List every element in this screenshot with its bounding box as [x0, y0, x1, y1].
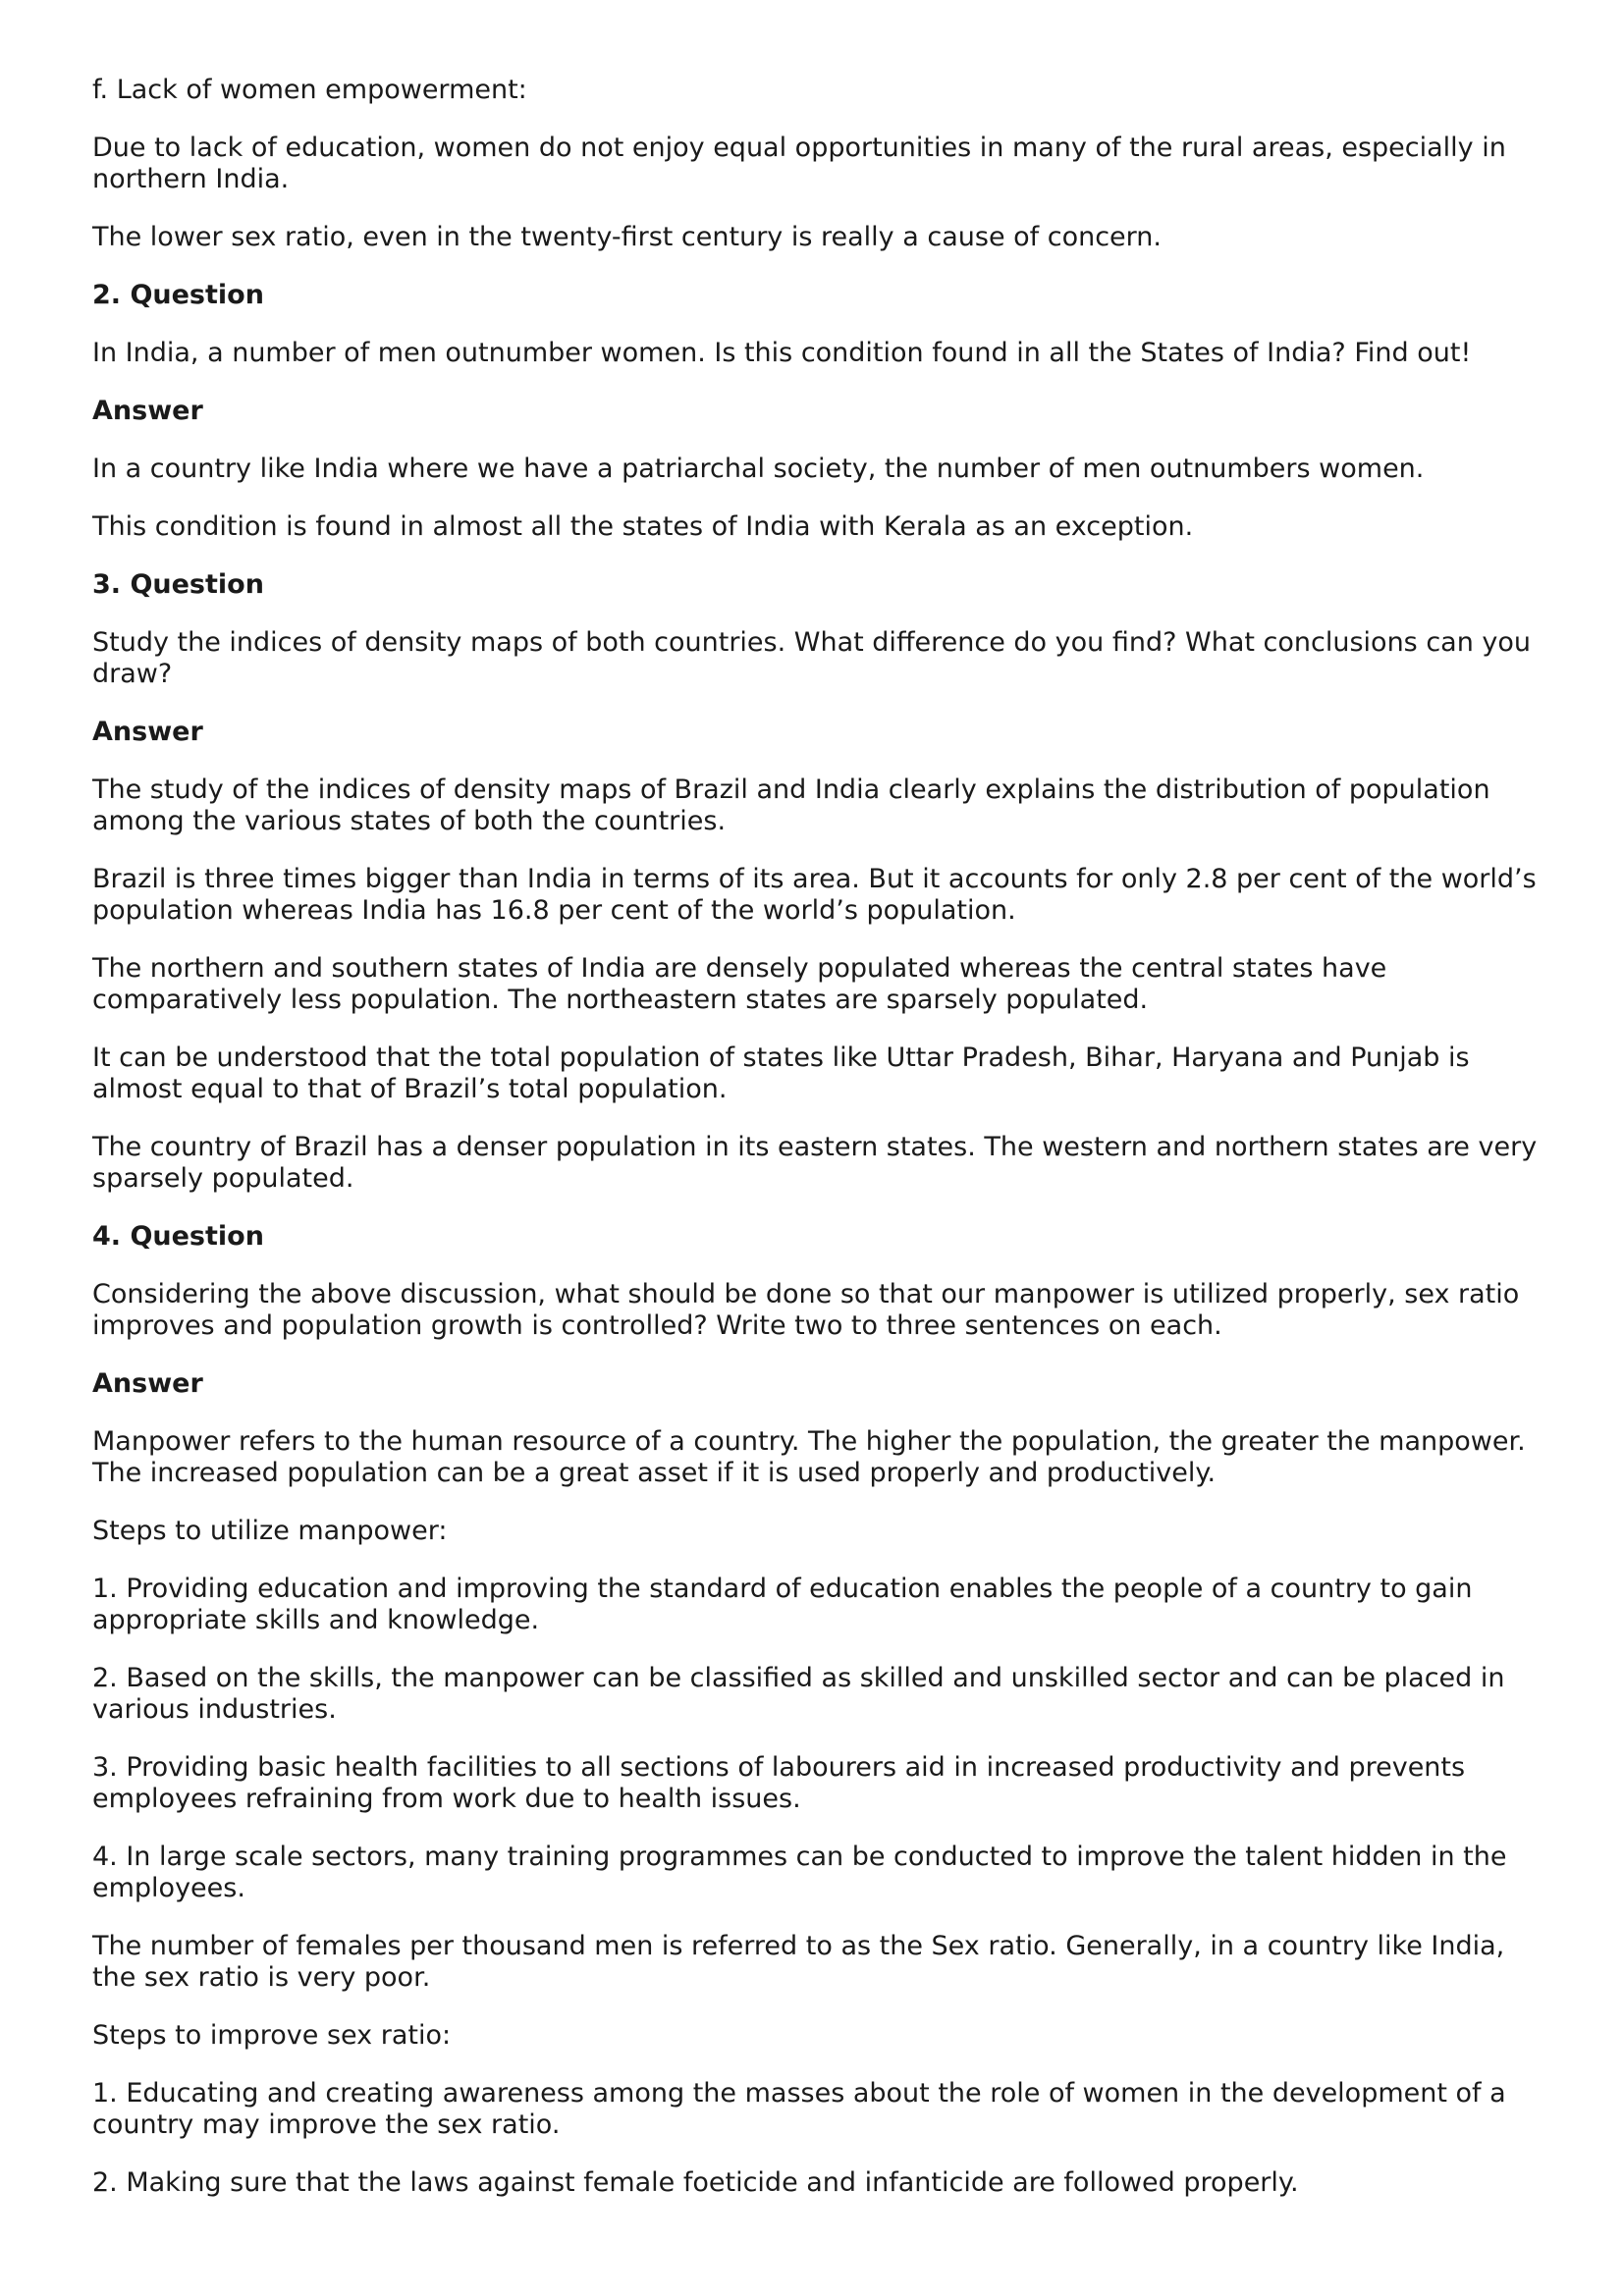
answer-3-paragraph: The study of the indices of density maps of Brazil and India clearly explains the distribution of population among the various states of both the countries.	[92, 774, 1490, 836]
manpower-step: 3. Providing basic health facilities to all sections of labourers aid in increased productivity and prevents employees refraining from work due to health issues.	[92, 1752, 1466, 1814]
manpower-steps-label: Steps to utilize manpower:	[92, 1516, 448, 1546]
manpower-step: 4. In large scale sectors, many training programmes can be conducted to improve the talent hidden in the employees.	[92, 1842, 1507, 1903]
answer-2-heading: Answer	[92, 396, 203, 426]
question-2-text: In India, a number of men outnumber women. Is this condition found in all the States of India? Find out!	[92, 338, 1472, 368]
question-4-heading: 4. Question	[92, 1221, 264, 1252]
answer-3-heading: Answer	[92, 717, 203, 747]
answer-4-paragraph: The number of females per thousand men is referred to as the Sex ratio. Generally, in a country like India, the sex ratio is very poor.	[92, 1931, 1505, 1993]
answer-3-paragraph: Brazil is three times bigger than India in terms of its area. But it accounts for only 2.8 per cent of the world’s population whereas India has 16.8 per cent of the world’s population.	[92, 864, 1537, 926]
question-2-heading: 2. Question	[92, 280, 264, 310]
answer-3-paragraph: It can be understood that the total population of states like Uttar Pradesh, Bihar, Haryana and Punjab is almost equal to that of Brazil’s total population.	[92, 1042, 1470, 1104]
answer-2-paragraph: This condition is found in almost all the states of India with Kerala as an exception.	[92, 511, 1194, 542]
answer-3-paragraph: The northern and southern states of India are densely populated whereas the central states have comparatively less population. The northeastern states are sparsely populated.	[92, 953, 1387, 1015]
question-4-text: Considering the above discussion, what should be done so that our manpower is utilized properly, sex ratio improves and population growth is controlled? Write two to three sentences on each.	[92, 1279, 1520, 1341]
answer-4-heading: Answer	[92, 1368, 203, 1399]
sex-ratio-steps-label: Steps to improve sex ratio:	[92, 2020, 452, 2051]
sex-ratio-step: 2. Making sure that the laws against female foeticide and infanticide are followed properly.	[92, 2167, 1299, 2198]
question-3-heading: 3. Question	[92, 569, 264, 600]
answer-2-paragraph: In a country like India where we have a patriarchal society, the number of men outnumbers women.	[92, 454, 1425, 484]
question-3-text: Study the indices of density maps of both countries. What difference do you find? What conclusions can you draw?	[92, 627, 1532, 689]
sex-ratio-step: 1. Educating and creating awareness among the masses about the role of women in the development of a country may improve the sex ratio.	[92, 2078, 1506, 2140]
paragraph: The lower sex ratio, even in the twenty-first century is really a cause of concern.	[92, 222, 1162, 252]
manpower-step: 1. Providing education and improving the standard of education enables the people of a country to gain appropriate skills and knowledge.	[92, 1574, 1473, 1635]
paragraph: Due to lack of education, women do not enjoy equal opportunities in many of the rural areas, especially in northern India.	[92, 133, 1506, 194]
answer-3-paragraph: The country of Brazil has a denser population in its eastern states. The western and northern states are very sparsely populated.	[92, 1132, 1538, 1194]
manpower-step: 2. Based on the skills, the manpower can be classified as skilled and unskilled sector and can be placed in various industries.	[92, 1663, 1505, 1725]
answer-4-paragraph: Manpower refers to the human resource of a country. The higher the population, the greater the manpower. The increased population can be a great asset if it is used properly and productively.	[92, 1426, 1526, 1488]
list-heading-women-empowerment: f. Lack of women empowerment:	[92, 75, 527, 105]
